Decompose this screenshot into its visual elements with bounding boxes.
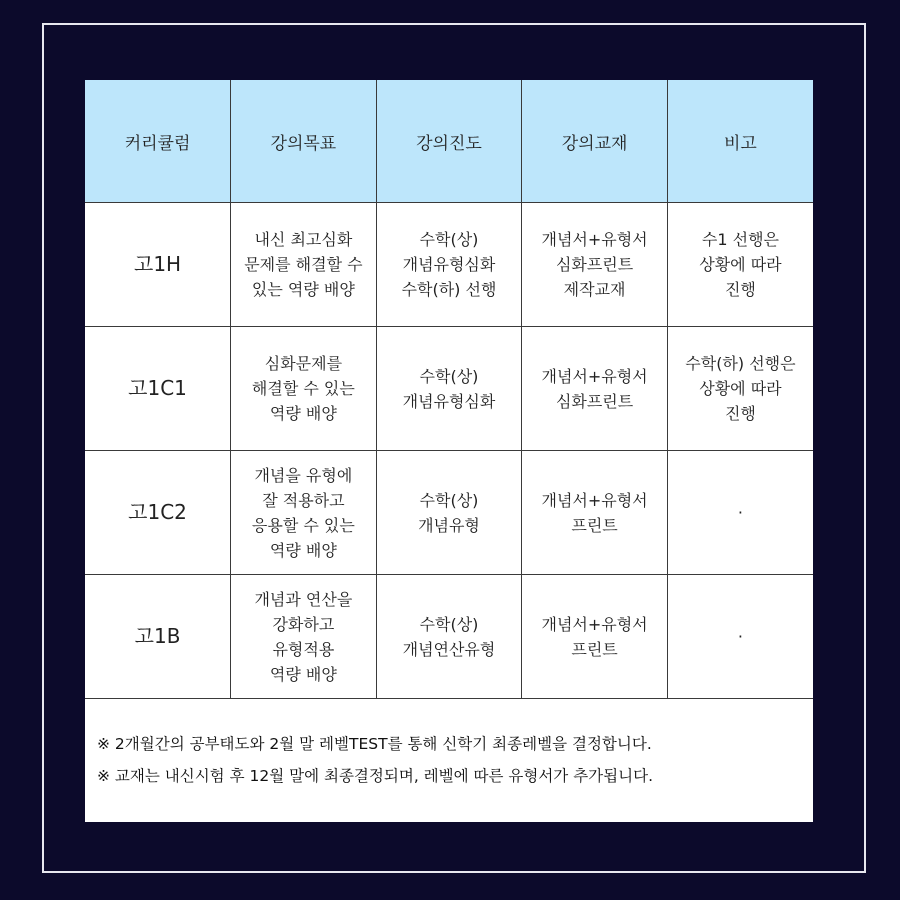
header-progress: 강의진도 <box>376 80 522 203</box>
goal-cell: 개념과 연산을 강화하고 유형적용 역량 배양 <box>231 575 377 699</box>
header-goal: 강의목표 <box>231 80 377 203</box>
note-cell: 수1 선행은 상황에 따라 진행 <box>667 203 813 327</box>
goal-cell: 심화문제를 해결할 수 있는 역량 배양 <box>231 327 377 451</box>
material-cell: 개념서+유형서 심화프린트 제작교재 <box>522 203 668 327</box>
footnote-level-test: ※ 2개월간의 공부태도와 2월 말 레벨TEST를 통해 신학기 최종레벨을 결정합니다. <box>97 735 652 753</box>
table-header-row <box>85 80 813 203</box>
curriculum-panel <box>85 80 813 822</box>
header-curriculum: 커리큘럼 <box>85 80 231 203</box>
goal-cell: 개념을 유형에 잘 적용하고 응용할 수 있는 역량 배양 <box>231 451 377 575</box>
course-name: 고1C2 <box>85 451 231 575</box>
material-cell: 개념서+유형서 프린트 <box>522 451 668 575</box>
note-cell: · <box>667 575 813 699</box>
table-row <box>85 451 813 575</box>
table-row <box>85 203 813 327</box>
footnotes <box>85 698 813 822</box>
progress-cell: 수학(상) 개념유형심화 <box>376 327 522 451</box>
progress-cell: 수학(상) 개념연산유형 <box>376 575 522 699</box>
progress-cell: 수학(상) 개념유형 <box>376 451 522 575</box>
table-row <box>85 575 813 699</box>
course-name: 고1H <box>85 203 231 327</box>
course-name: 고1C1 <box>85 327 231 451</box>
header-material: 강의교재 <box>522 80 668 203</box>
footnote-textbook: ※ 교재는 내신시험 후 12월 말에 최종결정되며, 레벨에 따른 유형서가 추가됩니다. <box>97 767 653 785</box>
note-cell: 수학(하) 선행은 상황에 따라 진행 <box>667 327 813 451</box>
header-note: 비고 <box>667 80 813 203</box>
table-row <box>85 327 813 451</box>
curriculum-table <box>85 80 813 699</box>
note-cell: · <box>667 451 813 575</box>
progress-cell: 수학(상) 개념유형심화 수학(하) 선행 <box>376 203 522 327</box>
course-name: 고1B <box>85 575 231 699</box>
goal-cell: 내신 최고심화 문제를 해결할 수 있는 역량 배양 <box>231 203 377 327</box>
material-cell: 개념서+유형서 프린트 <box>522 575 668 699</box>
material-cell: 개념서+유형서 심화프린트 <box>522 327 668 451</box>
